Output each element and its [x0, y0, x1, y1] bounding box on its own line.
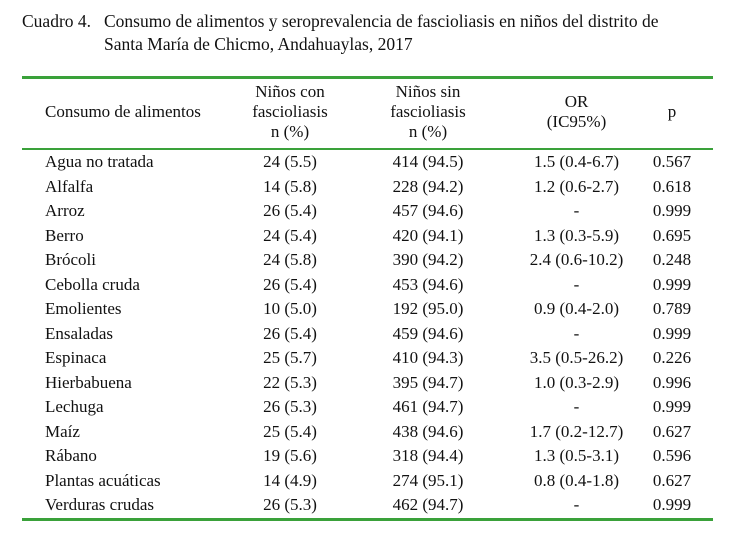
cell-p: 0.695 [652, 225, 692, 245]
cell-without: 390 (94.2) [392, 250, 464, 269]
cell-with: 14 (4.9) [263, 470, 317, 490]
table-row [22, 322, 713, 347]
cell-or: - [573, 323, 580, 343]
caption-title-part-2: Santa María de Chicmo, Andahuaylas, 2017 [104, 34, 413, 54]
cell-or: 1.5 (0.4-6.7) [534, 152, 619, 171]
cell-with: 14 (5.8) [263, 176, 317, 196]
header-or-line-1: OR [564, 92, 589, 111]
cell-without: 462 (94.7) [392, 495, 464, 514]
table-row [22, 150, 713, 175]
cell-p: 0.999 [652, 323, 692, 343]
header-without-line-3: n (%) [408, 122, 448, 141]
cell-p: 0.627 [652, 421, 692, 441]
cell-without: 410 (94.3) [392, 348, 464, 367]
table-row [22, 175, 713, 200]
cell-with: 25 (5.7) [263, 348, 317, 367]
cell-p: 0.596 [652, 446, 692, 465]
cell-food: Lechuga [45, 397, 104, 416]
caption-title-part-1: Consumo de alimentos y seroprevalencia de fascioliasis en niños del distrito de [104, 11, 659, 31]
table-row [22, 224, 713, 249]
cell-without: 192 (95.0) [392, 299, 464, 318]
table-top-rule [22, 76, 713, 79]
table-row [22, 469, 713, 494]
cell-food: Arroz [45, 201, 85, 220]
cell-or: - [573, 201, 580, 220]
cell-p: 0.999 [652, 397, 692, 416]
table-row [22, 273, 713, 298]
cell-with: 25 (5.4) [263, 421, 317, 441]
cell-food: Ensaladas [45, 323, 113, 343]
cell-p: 0.999 [652, 274, 692, 294]
cell-with: 24 (5.8) [263, 250, 317, 269]
table-row [22, 371, 713, 396]
cell-or: 1.0 (0.3-2.9) [534, 372, 619, 392]
cell-p: 0.226 [652, 348, 692, 367]
header-with-line-1: Niños con [255, 82, 325, 101]
table-caption [22, 10, 722, 56]
table-row [22, 395, 713, 420]
table-header [22, 80, 713, 146]
caption-label: Cuadro 4. [22, 11, 92, 31]
cell-without: 453 (94.6) [392, 274, 464, 294]
header-odds-ratio [489, 92, 664, 132]
cell-food: Verduras crudas [45, 495, 155, 514]
cell-without: 228 (94.2) [392, 176, 464, 196]
cell-or: - [573, 397, 580, 416]
cell-food: Cebolla cruda [45, 274, 140, 294]
cell-or: 1.7 (0.2-12.7) [529, 421, 624, 441]
cell-p: 0.996 [652, 372, 692, 392]
cell-with: 26 (5.3) [263, 495, 317, 514]
table-row [22, 444, 713, 469]
table-row [22, 248, 713, 273]
cell-or: 1.2 (0.6-2.7) [534, 176, 619, 196]
header-food: Consumo de alimentos [45, 102, 201, 121]
cell-with: 24 (5.5) [263, 152, 317, 171]
cell-p: 0.789 [652, 299, 692, 318]
caption-line-1 [22, 10, 722, 33]
cell-p: 0.627 [652, 470, 692, 490]
cell-without: 457 (94.6) [392, 201, 464, 220]
cell-without: 438 (94.6) [392, 421, 464, 441]
cell-food: Hierbabuena [45, 372, 132, 392]
header-or-line-2: (IC95%) [546, 112, 607, 131]
cell-or: - [573, 274, 580, 294]
table-row [22, 199, 713, 224]
cell-or: 1.3 (0.3-5.9) [534, 225, 619, 245]
cell-with: 26 (5.4) [263, 274, 317, 294]
cell-without: 395 (94.7) [392, 372, 464, 392]
cell-p: 0.567 [652, 152, 692, 171]
table-row [22, 297, 713, 322]
cell-without: 414 (94.5) [392, 152, 464, 171]
table-row [22, 420, 713, 445]
cell-or: 1.3 (0.5-3.1) [534, 446, 619, 465]
cell-with: 22 (5.3) [263, 372, 317, 392]
header-without-fascioliasis [368, 82, 488, 142]
header-with-fascioliasis [230, 82, 350, 142]
cell-food: Maíz [45, 421, 80, 441]
header-without-line-1: Niños sin [395, 82, 461, 101]
cell-p: 0.248 [652, 250, 692, 269]
cell-without: 459 (94.6) [392, 323, 464, 343]
header-p-value: p [667, 102, 677, 121]
cell-or: 2.4 (0.6-10.2) [529, 250, 624, 269]
cell-food: Berro [45, 225, 84, 245]
cell-with: 19 (5.6) [263, 446, 317, 465]
cell-with: 26 (5.3) [263, 397, 317, 416]
cell-p: 0.999 [652, 495, 692, 514]
cell-food: Plantas acuáticas [45, 470, 161, 490]
table-body [22, 150, 713, 518]
cell-with: 10 (5.0) [263, 299, 317, 318]
table-bottom-rule [22, 518, 713, 521]
cell-with: 24 (5.4) [263, 225, 317, 245]
cell-without: 274 (95.1) [392, 470, 464, 490]
cell-or: - [573, 495, 580, 514]
cell-p: 0.618 [652, 176, 692, 196]
cell-or: 0.8 (0.4-1.8) [534, 470, 619, 490]
cell-without: 318 (94.4) [392, 446, 464, 465]
cell-food: Emolientes [45, 299, 122, 318]
cell-food: Agua no tratada [45, 152, 154, 171]
cell-food: Brócoli [45, 250, 96, 269]
header-with-line-2: fascioliasis [252, 102, 328, 121]
cell-or: 0.9 (0.4-2.0) [534, 299, 619, 318]
table-row [22, 493, 713, 518]
header-with-line-3: n (%) [270, 122, 310, 141]
cell-food: Rábano [45, 446, 97, 465]
cell-food: Alfalfa [45, 176, 94, 196]
cell-p: 0.999 [652, 201, 692, 220]
cell-with: 26 (5.4) [263, 201, 317, 220]
table-row [22, 346, 713, 371]
header-without-line-2: fascioliasis [390, 102, 466, 121]
cell-food: Espinaca [45, 348, 107, 367]
cell-with: 26 (5.4) [263, 323, 317, 343]
cell-without: 461 (94.7) [392, 397, 464, 416]
cell-or: 3.5 (0.5-26.2) [529, 348, 624, 367]
cell-without: 420 (94.1) [392, 225, 464, 245]
